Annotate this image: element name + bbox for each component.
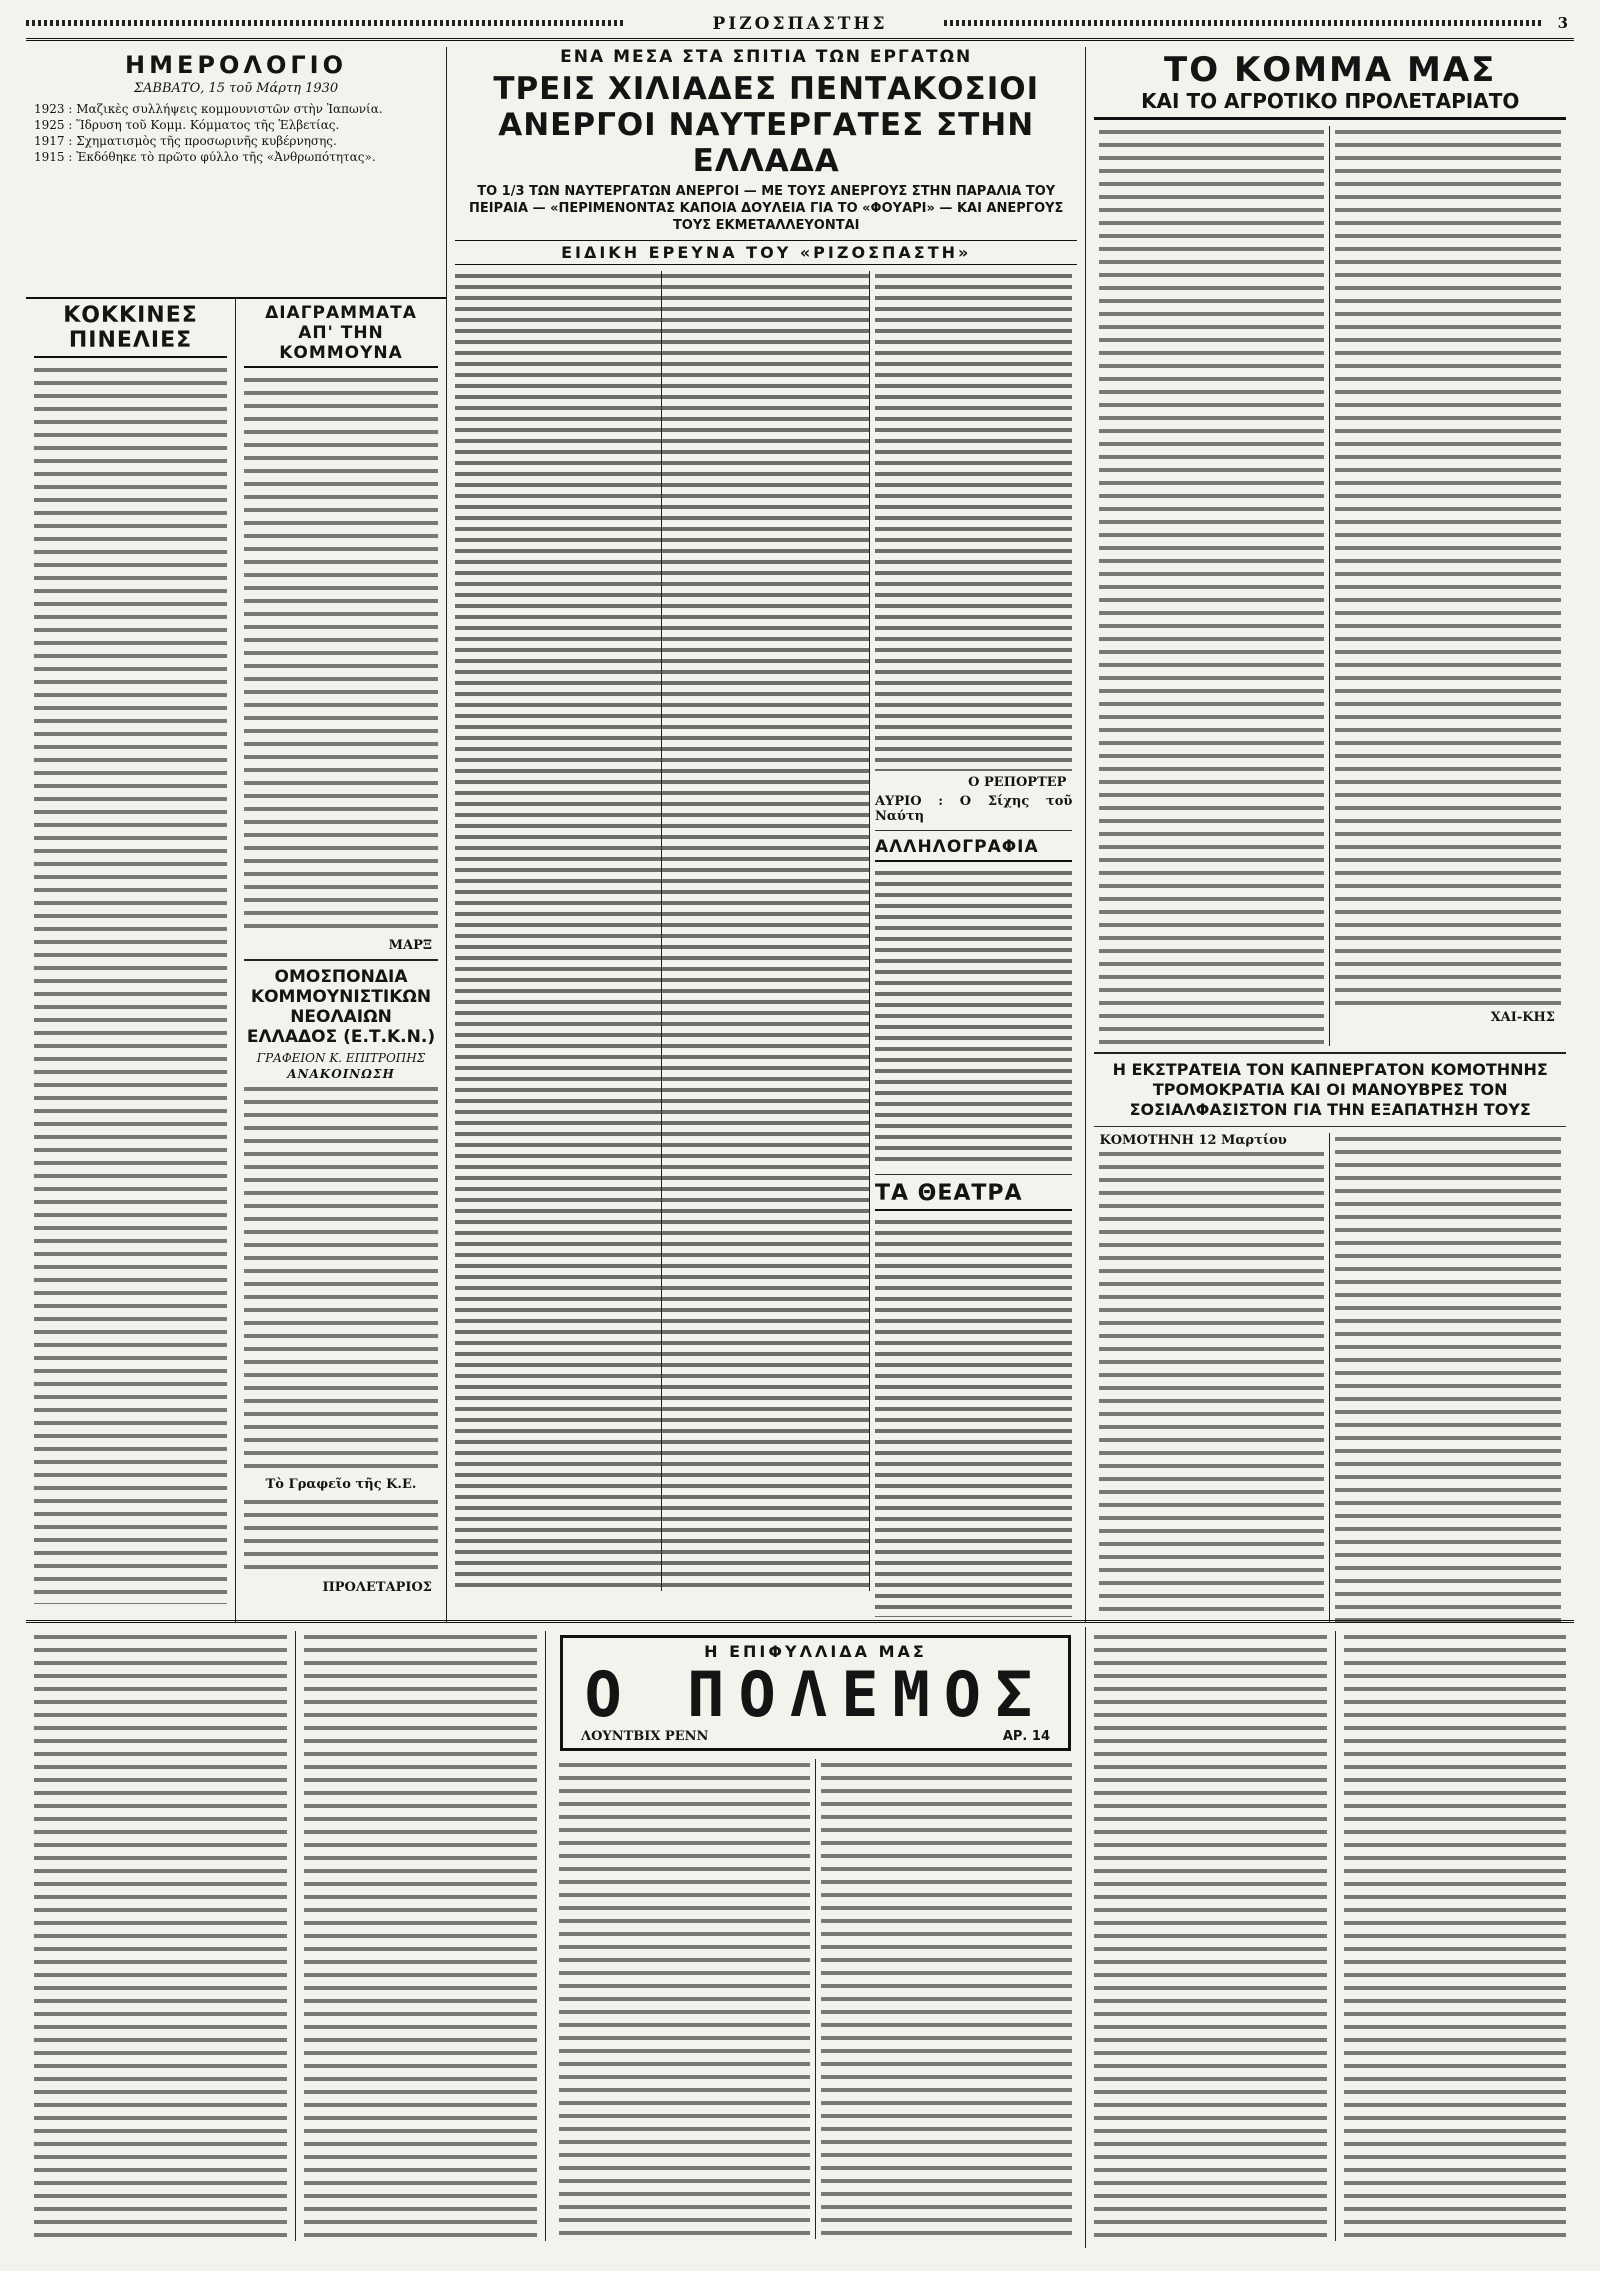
right-column-text bbox=[1094, 126, 1330, 1046]
center-subheadline: ΤΟ 1/3 ΤΩΝ ΝΑΥΤΕΡΓΑΤΩΝ ΑΝΕΡΓΟΙ — ΜΕ ΤΟΥΣ ΑΝΕΡΓΟΥΣ ΣΤΗΝ ΠΑΡΑΛΙΑ ΤΟΥ ΠΕΙΡΑΙΑ — «ΠΕΡΙΜΕΝΟΝΤΑΣ ΚΑΠΟΙΑ ΔΟΥΛΕΙΑ ΓΙΑ ΤΟ «ΦΟΥΑΡΙ» — ΚΑΙ ΑΝΕΡΓΟΥΣ ΤΟΥΣ ΕΚΜΕΤΑΛΛΕΥΟΝΤΑΙ bbox=[469, 184, 1064, 233]
theatres-heading: ΤΑ ΘΕΑΤΡΑ bbox=[875, 1181, 1072, 1211]
article-text-block bbox=[244, 374, 438, 934]
feuilleton-column bbox=[1086, 1631, 1336, 2241]
announcement-kicker: ΑΝΑΚΟΙΝΩΣΗ bbox=[287, 1067, 395, 1081]
feuilleton-column bbox=[1336, 1631, 1574, 2241]
feuilleton-column bbox=[554, 1759, 816, 2239]
center-headline: ΤΡΕΙΣ ΧΙΛΙΑΔΕΣ ΠΕΝΤΑΚΟΣΙΟΙ ΑΝΕΡΓΟΙ ΝΑΥΤΕΡΓΑΤΕΣ ΣΤΗΝ ΕΛΛΑΔΑ bbox=[493, 71, 1040, 179]
feuilleton-title: Ο ΠΟΛΕΜΟΣ bbox=[584, 1658, 1047, 1731]
article-signature: ΠΡΟΛΕΤΑΡΙΟΣ bbox=[322, 1580, 432, 1595]
komotini-column bbox=[1094, 1133, 1330, 1622]
feuilleton-title-box bbox=[560, 1635, 1071, 1751]
article-text-block bbox=[1335, 126, 1561, 1006]
masthead bbox=[26, 10, 1574, 41]
calendar bbox=[26, 47, 446, 297]
masthead-rule-left bbox=[26, 20, 626, 26]
left-column-group bbox=[26, 47, 447, 1622]
komotini-headline: Η ΕΚΣΤΡΑΤΕΙΑ ΤΟΝ ΚΑΠΝΕΡΓΑΤΟΝ ΚΟΜΟΤΗΝΗΣ ΤΡΟΜΟΚΡΑΤΙΑ ΚΑΙ ΟΙ ΜΑΝΟΥΒΡΕΣ ΤΟΝ ΣΟΣΙΑΛΦΑΣΙΣΤΟΝ ΓΙΑ ΤΗΝ ΕΞΑΠΑΤΗΣΗ ΤΟΥΣ bbox=[1112, 1060, 1548, 1119]
tomorrow-note: ΑΥΡΙΟ : Ο Σίχης τοῦ Ναύτη bbox=[874, 794, 1073, 824]
calendar-date: ΣΑΒΒΑΤΟ, 15 τοῦ Μάρτη 1930 bbox=[133, 81, 339, 96]
calendar-entry: 1915 : Ἐκδόθηκε τὸ πρῶτο φύλλο τῆς «Ἀνθρωπότητας». bbox=[34, 150, 376, 164]
divider bbox=[244, 959, 438, 961]
column-kommouna bbox=[236, 299, 446, 1622]
letters-heading: ΑΛΛΗΛΟΓΡΑΦΙΑ bbox=[875, 837, 1072, 862]
feuilleton-section bbox=[26, 1620, 1574, 2248]
center-column-right bbox=[870, 271, 1077, 1617]
feuilleton-meta bbox=[567, 1729, 1064, 1744]
article-signature: ΜΑΡΞ bbox=[388, 938, 432, 953]
divider bbox=[1094, 1126, 1566, 1127]
article-text-block bbox=[244, 1496, 438, 1576]
right-article bbox=[1086, 47, 1574, 1622]
article-text-block bbox=[34, 364, 227, 1604]
center-columns bbox=[455, 271, 1077, 1617]
calendar-entry: 1925 : Ἵδρυση τοῦ Κομμ. Κόμματος τῆς Ἑλβετίας. bbox=[34, 118, 340, 132]
announcement-title: ΟΜΟΣΠΟΝΔΙΑ ΚΟΜΜΟΥΝΙΣΤΙΚΩΝ ΝΕΟΛΑΙΩΝ ΕΛΛΑΔΟΣ (Ε.Τ.Κ.Ν.) bbox=[246, 967, 436, 1047]
feuilleton-column bbox=[296, 1631, 546, 2241]
komotini-columns bbox=[1094, 1133, 1566, 1622]
feuilleton-number: ΑΡ. 14 bbox=[1002, 1729, 1050, 1744]
top-section bbox=[26, 47, 1574, 1622]
announcement-subtitle: ΓΡΑΦΕΙΟΝ Κ. ΕΠΙΤΡΟΠΗΣ bbox=[256, 1051, 426, 1065]
section-heading: ΚΟΚΚΙΝΕΣ ΠΙΝΕΛΙΕΣ bbox=[34, 303, 227, 358]
article-text-block bbox=[244, 1083, 438, 1473]
theatre-listings bbox=[875, 1217, 1072, 1617]
center-column-text bbox=[455, 271, 662, 1591]
center-special-report: ΕΙΔΙΚΗ ΕΡΕΥΝΑ ΤΟΥ «ΡΙΖΟΣΠΑΣΤΗ» bbox=[455, 240, 1077, 265]
feuilleton-kicker: Η ΕΠΙΦΥΛΛΙΔΑ ΜΑΣ bbox=[704, 1642, 927, 1661]
calendar-entry: 1917 : Σχηματισμὸς τῆς προσωρινῆς κυβέρνησης. bbox=[34, 134, 337, 148]
center-column-text bbox=[662, 271, 869, 1591]
calendar-title: ΗΜΕΡΟΛΟΓΙΟ bbox=[125, 51, 347, 79]
feuilleton-center bbox=[546, 1627, 1086, 2248]
feuilleton-column bbox=[816, 1759, 1077, 2239]
article-text-block bbox=[875, 868, 1072, 1168]
article-text-block bbox=[1099, 1148, 1324, 1618]
center-article bbox=[447, 47, 1086, 1622]
divider bbox=[875, 1174, 1072, 1175]
calendar-entry: 1923 : Μαζικὲς συλλήψεις κομμουνιστῶν στὴν Ἰαπωνία. bbox=[34, 102, 383, 116]
feuilleton-column bbox=[26, 1631, 296, 2241]
announcement-signature: Τὸ Γραφεῖο τῆς Κ.Ε. bbox=[265, 1477, 417, 1492]
column-kokkines-pinelies bbox=[26, 299, 236, 1622]
article-signature: ΧΑΙ-ΚΗΣ bbox=[1490, 1010, 1555, 1025]
feuilleton-author: ΛΟΥΝΤΒΙΧ ΡΕΝΝ bbox=[581, 1729, 709, 1744]
page-number: 3 bbox=[1557, 14, 1568, 32]
divider bbox=[875, 830, 1072, 831]
reporter-signature: Ο ΡΕΠΟΡΤΕΡ bbox=[968, 775, 1067, 790]
left-columns bbox=[26, 297, 446, 1622]
right-subheadline: ΚΑΙ ΤΟ ΑΓΡΟΤΙΚΟ ΠΡΟΛΕΤΑΡΙΑΤΟ bbox=[1094, 89, 1566, 120]
right-columns bbox=[1094, 126, 1566, 1046]
komotini-dateline: ΚΟΜΟΤΗΝΗ 12 Μαρτίου bbox=[1099, 1133, 1287, 1148]
masthead-title: ΡΙΖΟΣΠΑΣΤΗΣ bbox=[712, 14, 888, 34]
feuilleton-center-columns bbox=[554, 1759, 1077, 2239]
divider bbox=[1094, 1052, 1566, 1054]
section-heading: ΔΙΑΓΡΑΜΜΑΤΑ ΑΠ' ΤΗΝ ΚΟΜΜΟΥΝΑ bbox=[244, 303, 438, 368]
right-headline: ΤΟ ΚΟΜΜΑ ΜΑΣ bbox=[1164, 50, 1497, 90]
center-kicker: ΕΝΑ ΜΕΣΑ ΣΤΑ ΣΠΙΤΙΑ ΤΩΝ ΕΡΓΑΤΩΝ bbox=[560, 47, 973, 67]
right-column-text-2 bbox=[1330, 126, 1566, 1046]
komotini-column bbox=[1330, 1133, 1566, 1622]
masthead-rule-right bbox=[944, 20, 1544, 26]
article-text-block bbox=[875, 271, 1072, 771]
